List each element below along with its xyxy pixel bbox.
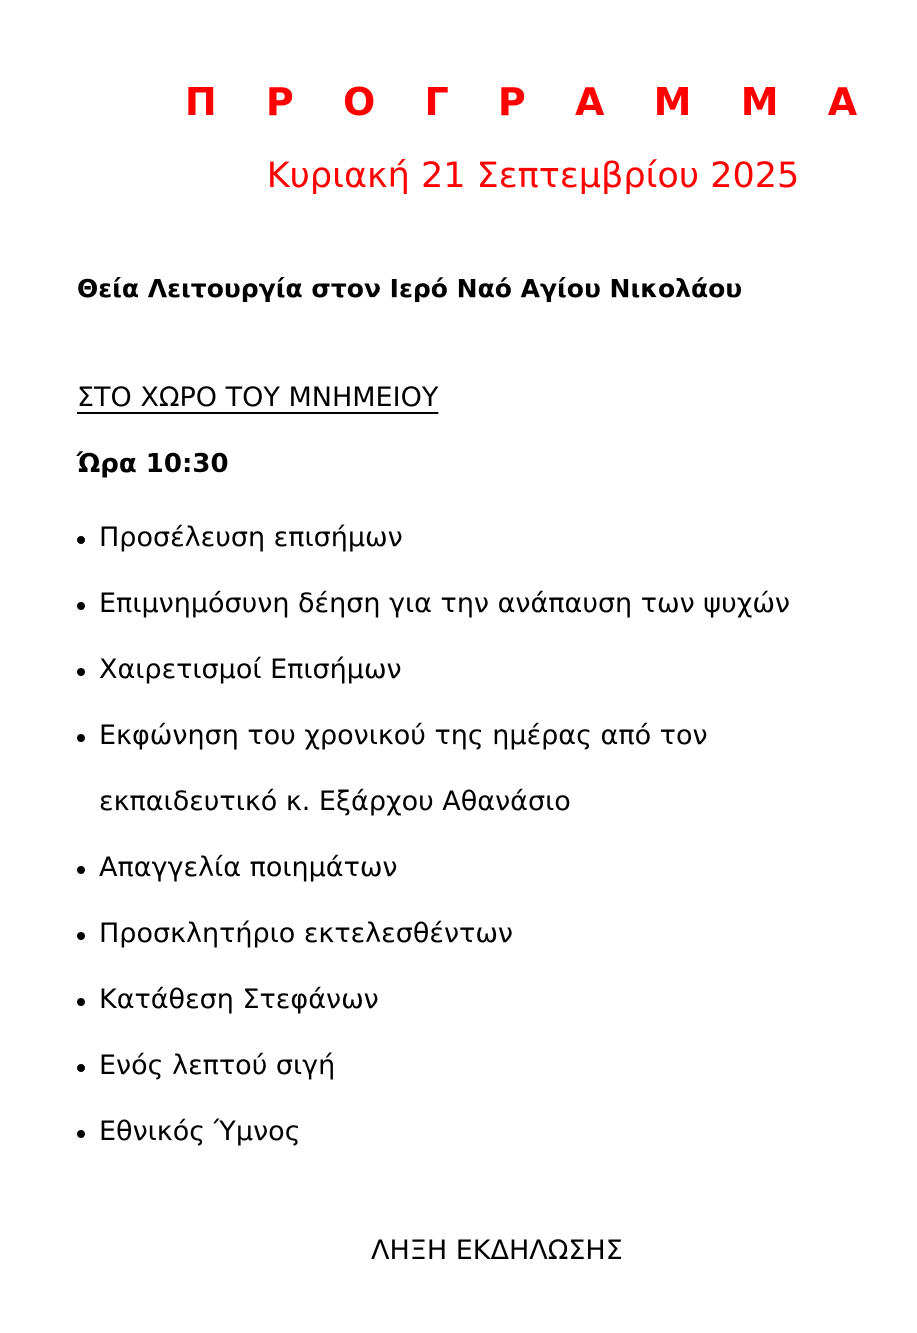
bullet-icon <box>77 602 85 610</box>
list-item-text-continued: εκπαιδευτικό κ. Εξάρχου Αθανάσιο <box>99 786 571 817</box>
liturgy-heading: Θεία Λειτουργία στον Ιερό Ναό Αγίου Νικολάου <box>77 274 743 303</box>
program-title: Π Ρ Ο Γ Ρ Α Μ Μ Α <box>184 80 876 124</box>
list-item-text: Ενός λεπτού σιγή <box>99 1050 336 1081</box>
list-item-text: Προσέλευση επισήμων <box>99 522 403 553</box>
section-heading: ΣΤΟ ΧΩΡΟ ΤΟΥ ΜΝΗΜΕΙΟΥ <box>77 382 439 413</box>
event-date: Κυριακή 21 Σεπτεμβρίου 2025 <box>266 156 800 196</box>
bullet-icon <box>77 998 85 1006</box>
event-time: Ώρα 10:30 <box>77 449 229 479</box>
list-item-text: Εκφώνηση του χρονικού της ημέρας από τον <box>99 720 708 751</box>
bullet-icon <box>77 668 85 676</box>
list-item-text: Προσκλητήριο εκτελεσθέντων <box>99 918 514 949</box>
bullet-icon <box>77 734 85 742</box>
list-item <box>77 901 790 967</box>
bullet-icon <box>77 1130 85 1138</box>
bullet-icon <box>77 932 85 940</box>
list-item-text: Εθνικός Ύμνος <box>99 1116 301 1147</box>
list-item-text: Χαιρετισμοί Επισήμων <box>99 654 402 685</box>
bullet-icon <box>77 536 85 544</box>
program-list <box>77 505 790 1165</box>
list-item-text: Απαγγελία ποιημάτων <box>99 852 398 883</box>
list-item <box>77 1033 790 1099</box>
list-item <box>77 967 790 1033</box>
bullet-icon <box>77 1064 85 1072</box>
bullet-icon <box>77 866 85 874</box>
list-item <box>77 1099 790 1165</box>
list-item <box>77 637 790 703</box>
list-item <box>77 703 790 835</box>
closing-text: ΛΗΞΗ ΕΚΔΗΛΩΣΗΣ <box>371 1235 623 1266</box>
list-item-text: Επιμνημόσυνη δέηση για την ανάπαυση των ψυχών <box>99 588 791 619</box>
list-item-text: Κατάθεση Στεφάνων <box>99 984 379 1015</box>
list-item <box>77 571 790 637</box>
list-item <box>77 505 790 571</box>
list-item <box>77 835 790 901</box>
